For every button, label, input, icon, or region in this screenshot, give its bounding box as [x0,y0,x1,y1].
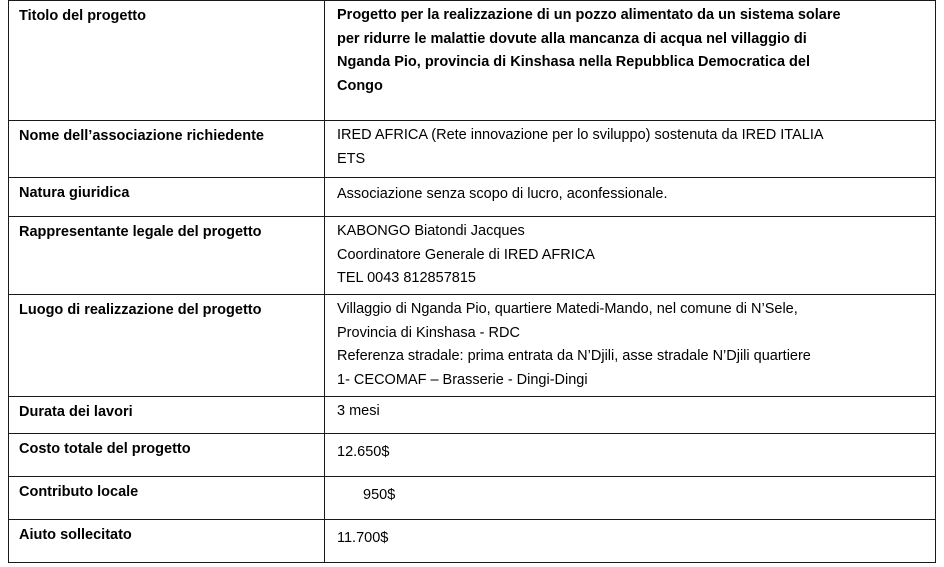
value-line: 11.700$ [337,530,389,546]
representative-value [325,217,936,295]
value-line: 1- CECOMAF – Brasserie - Dingi-Dingi [337,371,588,388]
table-row-costo [9,434,936,477]
value-line: Villaggio di Nganda Pio, quartiere Matedi-Mando, nel comune di N’Sele, [337,301,798,317]
value-line: Referenza stradale: prima entrata da N’Djili, asse stradale N’Djili quartiere [337,348,811,364]
row-label: Aiuto sollecitato [9,520,325,563]
value-line: IRED AFRICA (Rete innovazione per lo sviluppo) sostenuta da IRED ITALIA [337,127,824,143]
duration-value [325,397,936,434]
table-row-associazione [9,121,936,178]
requested-aid-value [325,520,936,563]
row-label: Nome dell’associazione richiedente [9,121,325,178]
project-title-value [325,1,936,121]
row-label: Rappresentante legale del progetto [9,217,325,295]
value-line: ETS [337,150,366,167]
table-row-natura [9,178,936,217]
row-label: Costo totale del progetto [9,434,325,477]
row-label: Natura giuridica [9,178,325,217]
value-line: Coordinatore Generale di IRED AFRICA [337,246,595,263]
value-line: Congo [337,77,383,94]
table-row-contributo [9,477,936,520]
table-row-aiuto [9,520,936,563]
value-line: 3 mesi [337,403,380,419]
value-line: KABONGO Biatondi Jacques [337,223,525,239]
project-info-table [8,0,936,563]
value-line: Provincia di Kinshasa - RDC [337,324,520,341]
table-row-durata [9,397,936,434]
value-line: per ridurre le malattie dovute alla mancanza di acqua nel villaggio di [337,30,807,47]
value-line: 950$ [363,487,396,503]
legal-nature-value [325,178,936,217]
value-line: 12.650$ [337,444,390,460]
value-line: Nganda Pio, provincia di Kinshasa nella Repubblica Democratica del [337,54,810,70]
row-label: Durata dei lavori [9,397,325,434]
local-contribution-value [325,477,936,520]
row-label: Titolo del progetto [9,1,325,121]
value-line: TEL 0043 812857815 [337,270,476,286]
table-row-titolo [9,1,936,121]
row-label: Contributo locale [9,477,325,520]
table-row-rappresentante [9,217,936,295]
association-value [325,121,936,178]
value-line: Associazione senza scopo di lucro, aconfessionale. [337,186,668,202]
table-row-luogo [9,295,936,397]
row-label: Luogo di realizzazione del progetto [9,295,325,397]
location-value [325,295,936,397]
total-cost-value [325,434,936,477]
value-line: Progetto per la realizzazione di un pozzo alimentato da un sistema solare [337,7,841,23]
